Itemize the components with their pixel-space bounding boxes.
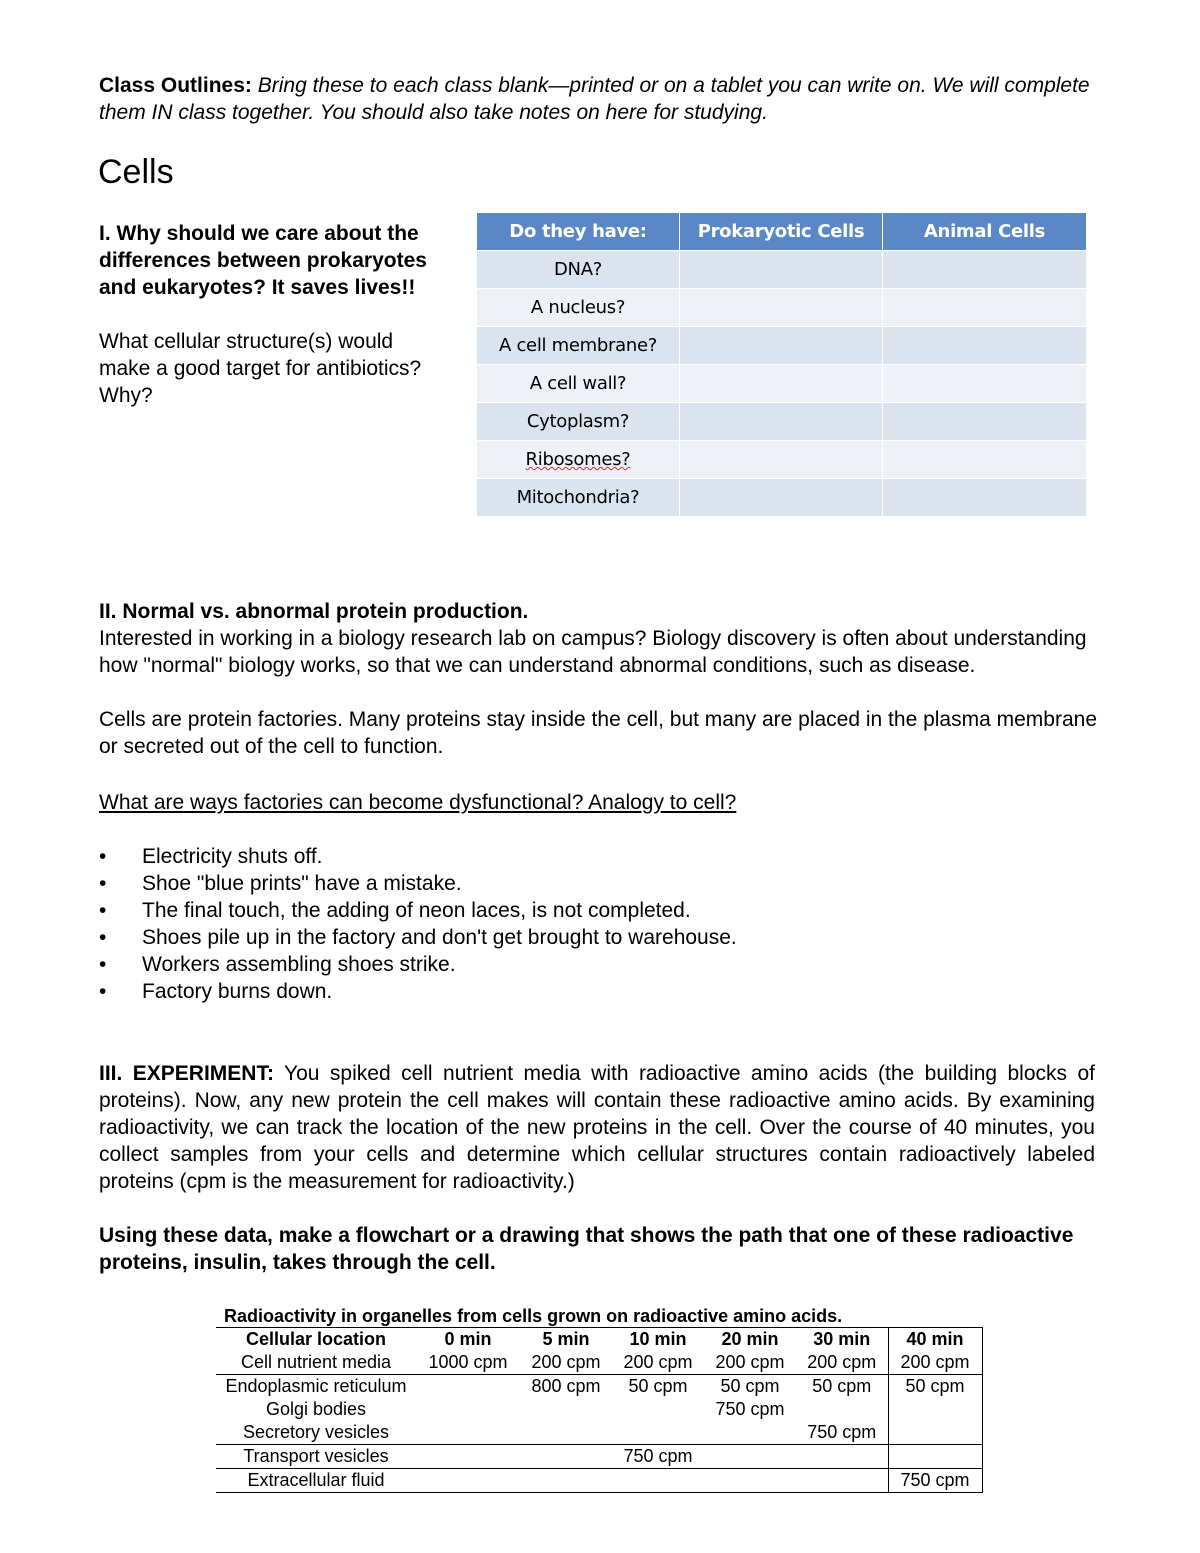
list-item: • Factory burns down. [99,980,333,1003]
answer-cell[interactable] [680,441,883,479]
header-animal-cells: Animal Cells [883,213,1087,251]
row-label: Mitochondria? [477,479,680,517]
bullet-icon: • [99,899,107,922]
col-header-20min: 20 min [704,1328,796,1352]
table-row [477,403,1087,441]
class-outlines-note [99,72,1099,126]
table-row [477,327,1087,365]
answer-cell[interactable] [883,479,1087,517]
header-prokaryotic-cells: Prokaryotic Cells [680,213,883,251]
col-header-40min: 40 min [888,1328,982,1352]
row-label: A cell wall? [477,365,680,403]
answer-cell[interactable] [680,365,883,403]
answer-cell[interactable] [680,479,883,517]
header-do-they-have: Do they have: [477,213,680,251]
experiment-label: III. EXPERIMENT: [99,1062,274,1085]
section-1 [99,220,449,409]
section-1-question: I. Why should we care about the differences between prokaryotes and eukaryotes? It saves lives!! [99,222,427,299]
section-3-experiment [99,1060,1095,1195]
cell-comparison-table [476,212,1087,517]
table-row: Golgi bodies 750 cpm [216,1398,982,1421]
col-header-0min: 0 min [416,1328,520,1352]
row-label: A nucleus? [477,289,680,327]
answer-cell[interactable] [680,403,883,441]
table-caption: Radioactivity in organelles from cells grown on radioactive amino acids. [224,1306,843,1326]
list-item: • The final touch, the adding of neon laces, is not completed. [99,899,691,922]
section-2-question: What are ways factories can become dysfunctional? Analogy to cell? [99,791,737,814]
table-row: Cell nutrient media 1000 cpm 200 cpm 200 cpm 200 cpm 200 cpm 200 cpm [216,1351,982,1375]
list-item: • Electricity shuts off. [99,845,323,868]
table-row: Secretory vesicles 750 cpm [216,1421,982,1445]
section-2-paragraph-1: Interested in working in a biology research lab on campus? Biology discovery is often about understanding how "normal" biology works, so that we can understand abnormal conditions, such as disease. [99,627,1087,677]
factory-dysfunction-list [99,843,1099,1005]
section-2-heading: II. Normal vs. abnormal protein production. [99,600,529,623]
class-outlines-text: Bring these to each class blank—printed or on a tablet you can write on. We will complete them IN class together. You should also take notes on here for studying. [99,74,1090,124]
row-label: A cell membrane? [477,327,680,365]
answer-cell[interactable] [680,289,883,327]
section-2-paragraph-2: Cells are protein factories. Many proteins stay inside the cell, but many are placed in the plasma membrane or secreted out of the cell to function. [99,708,1097,758]
bullet-icon: • [99,872,107,895]
answer-cell[interactable] [883,251,1087,289]
col-header-location: Cellular location [216,1328,416,1352]
answer-cell[interactable] [680,327,883,365]
bullet-icon: • [99,980,107,1003]
col-header-10min: 10 min [612,1328,704,1352]
table-row: Extracellular fluid 750 cpm [216,1469,982,1493]
table-row: Endoplasmic reticulum 800 cpm 50 cpm 50 cpm 50 cpm 50 cpm [216,1375,982,1399]
page-title: Cells [98,153,174,191]
table-row: Transport vesicles 750 cpm [216,1445,982,1469]
answer-cell[interactable] [680,251,883,289]
ribosomes-label: Ribosomes? [525,449,631,470]
bullet-icon: • [99,953,107,976]
answer-cell[interactable] [883,289,1087,327]
row-label: DNA? [477,251,680,289]
answer-cell[interactable] [883,365,1087,403]
table-row [477,441,1087,479]
row-label [477,441,680,479]
col-header-30min: 30 min [796,1328,888,1352]
list-item: • Shoe "blue prints" have a mistake. [99,872,462,895]
experiment-text: You spiked cell nutrient media with radioactive amino acids (the building blocks of proteins). Now, any new protein the cell makes will contain these radioactive amino acids. By examining radioactivity, we can track the location of the new proteins in the cell. Over the course of 40 minutes, you collect samples from your cells and determine which cellular structures contain radioactively labeled proteins (cpm is the measurement for radioactivity.) [99,1062,1095,1193]
row-label: Cytoplasm? [477,403,680,441]
list-item: • Workers assembling shoes strike. [99,953,456,976]
bullet-icon: • [99,926,107,949]
section-1-prompt: What cellular structure(s) would make a good target for antibiotics? Why? [99,330,422,407]
col-header-5min: 5 min [520,1328,612,1352]
bullet-icon: • [99,845,107,868]
section-2 [99,598,1099,1005]
class-outlines-label: Class Outlines: [99,74,252,97]
answer-cell[interactable] [883,403,1087,441]
flowchart-task: Using these data, make a flowchart or a drawing that shows the path that one of these radioactive proteins, insulin, takes through the cell. [99,1224,1074,1274]
list-item: • Shoes pile up in the factory and don't get brought to warehouse. [99,926,737,949]
radioactivity-data-table [216,1305,982,1493]
answer-cell[interactable] [883,441,1087,479]
answer-cell[interactable] [883,327,1087,365]
table-row [477,479,1087,517]
table-row [477,251,1087,289]
table-row [477,365,1087,403]
table-row [477,289,1087,327]
